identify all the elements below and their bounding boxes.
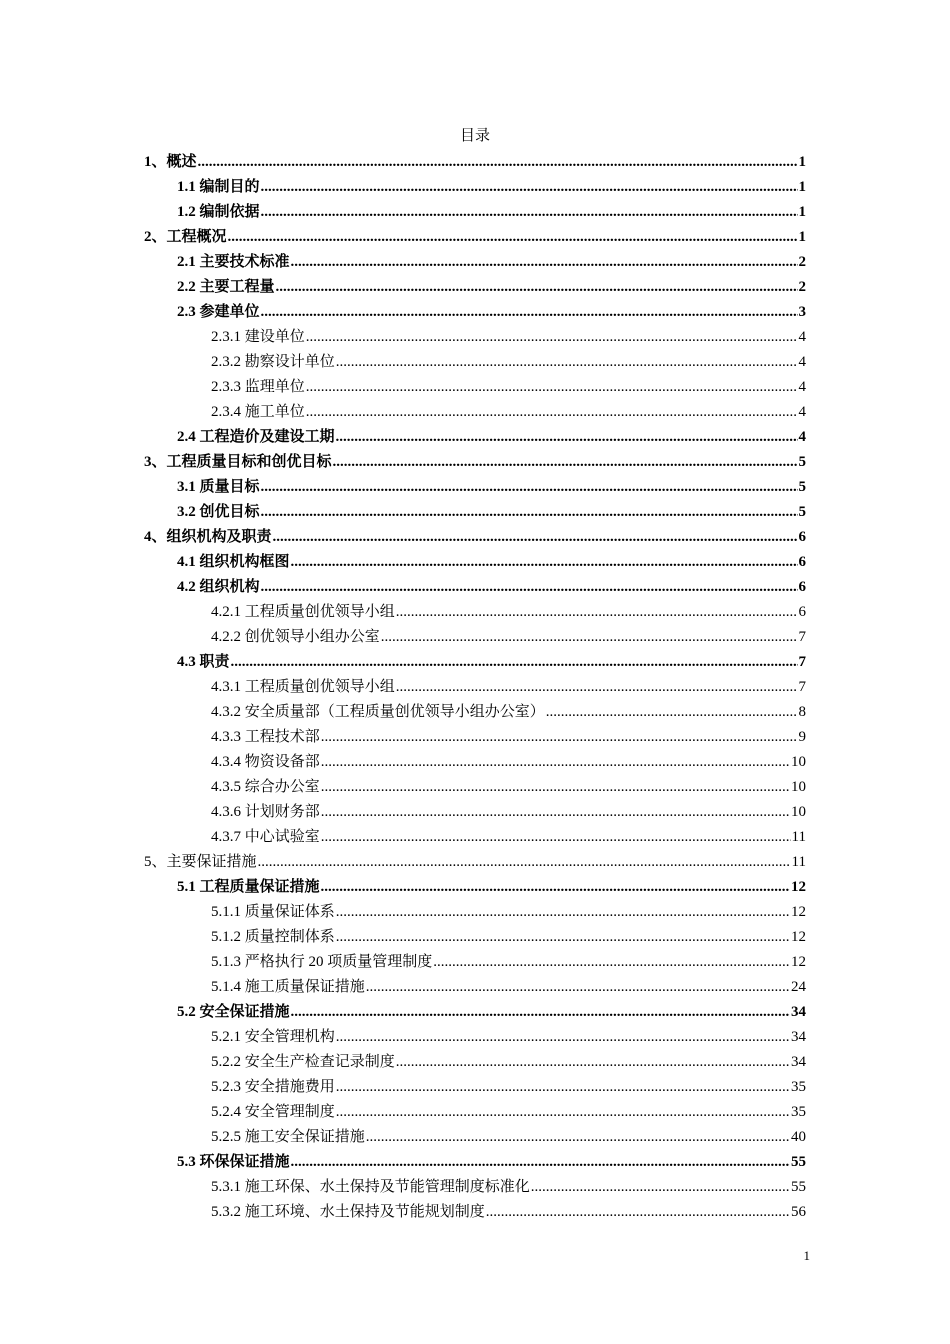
toc-entry-label: 5.3.1 施工环保、水土保持及节能管理制度标准化 (211, 1179, 530, 1195)
toc-entry-page: 55 (791, 1154, 806, 1170)
toc-entry-label: 4.2.2 创优领导小组办公室 (211, 629, 380, 645)
toc-entry-label: 3.2 创优目标 (177, 504, 260, 520)
toc-entry[interactable] (144, 849, 806, 874)
toc-dot-leader (261, 175, 798, 199)
toc-dot-leader (291, 1000, 790, 1024)
toc-entry-page: 55 (791, 1179, 806, 1195)
toc-entry-label: 4.1 组织机构框图 (177, 554, 290, 570)
toc-entry[interactable] (144, 1149, 806, 1174)
toc-entry[interactable] (144, 299, 806, 324)
toc-dot-leader (333, 450, 798, 474)
toc-entry-page: 4 (798, 379, 806, 395)
toc-dot-leader (321, 775, 790, 799)
toc-entry-label: 5.2.1 安全管理机构 (211, 1029, 335, 1045)
toc-entry-page: 7 (798, 654, 806, 670)
toc-entry[interactable] (144, 499, 806, 524)
toc-entry-page: 11 (791, 829, 806, 845)
toc-entry-label: 4.3.4 物资设备部 (211, 754, 320, 770)
toc-entry-page: 5 (798, 479, 806, 495)
toc-entry-page: 6 (798, 604, 806, 620)
toc-dot-leader (486, 1200, 790, 1224)
toc-entry[interactable] (144, 424, 806, 449)
toc-entry[interactable] (144, 324, 806, 349)
toc-entry[interactable] (144, 924, 806, 949)
toc-entry-label: 4.3.3 工程技术部 (211, 729, 320, 745)
toc-entry-page: 12 (791, 879, 806, 895)
toc-entry-page: 11 (791, 854, 806, 870)
toc-entry[interactable] (144, 774, 806, 799)
toc-entry[interactable] (144, 199, 806, 224)
toc-dot-leader (336, 925, 790, 949)
toc-entry[interactable] (144, 1099, 806, 1124)
toc-entry-page: 7 (798, 629, 806, 645)
toc-entry-label: 2、工程概况 (144, 229, 227, 245)
toc-entry[interactable] (144, 274, 806, 299)
toc-entry-label: 4.3.6 计划财务部 (211, 804, 320, 820)
toc-entry-page: 10 (791, 804, 806, 820)
toc-dot-leader (433, 950, 790, 974)
page-number: 1 (803, 1248, 810, 1263)
toc-entry[interactable] (144, 574, 806, 599)
toc-dot-leader (336, 425, 798, 449)
toc-entry[interactable] (144, 599, 806, 624)
toc-entry-label: 2.1 主要技术标准 (177, 254, 290, 270)
toc-entry-page: 56 (791, 1204, 806, 1220)
toc-entry[interactable] (144, 899, 806, 924)
toc-entry-page: 34 (791, 1029, 806, 1045)
toc-entry-page: 3 (798, 304, 806, 320)
toc-entry[interactable] (144, 374, 806, 399)
toc-entry[interactable] (144, 549, 806, 574)
toc-dot-leader (198, 150, 798, 174)
toc-entry[interactable] (144, 949, 806, 974)
toc-entry-label: 4.3.7 中心试验室 (211, 829, 320, 845)
toc-entry-page: 1 (798, 179, 806, 195)
toc-entry-label: 5.2 安全保证措施 (177, 1004, 290, 1020)
toc-entry-page: 1 (798, 154, 806, 170)
toc-entry[interactable] (144, 1174, 806, 1199)
toc-entry-page: 8 (798, 704, 806, 720)
toc-entry-page: 35 (791, 1104, 806, 1120)
toc-dot-leader (366, 975, 790, 999)
toc-entry[interactable] (144, 699, 806, 724)
toc-entry[interactable] (144, 249, 806, 274)
toc-dot-leader (321, 875, 790, 899)
toc-entry[interactable] (144, 524, 806, 549)
toc-entry[interactable] (144, 999, 806, 1024)
toc-entry-label: 5.2.2 安全生产检查记录制度 (211, 1054, 395, 1070)
toc-entry-label: 1.2 编制依据 (177, 204, 260, 220)
toc-entry-page: 4 (798, 354, 806, 370)
toc-dot-leader (396, 600, 798, 624)
toc-entry[interactable] (144, 399, 806, 424)
toc-entry-label: 2.2 主要工程量 (177, 279, 275, 295)
toc-dot-leader (546, 700, 798, 724)
toc-entry-label: 2.3.4 施工单位 (211, 404, 305, 420)
toc-dot-leader (321, 825, 791, 849)
toc-entry-page: 6 (798, 579, 806, 595)
toc-dot-leader (228, 225, 798, 249)
toc-dot-leader (336, 1075, 790, 1099)
toc-entry-label: 4.2 组织机构 (177, 579, 260, 595)
toc-entry-page: 2 (798, 279, 806, 295)
toc-entry-label: 1、概述 (144, 154, 197, 170)
toc-entry-page: 35 (791, 1079, 806, 1095)
toc-dot-leader (321, 800, 790, 824)
toc-entry-label: 5.1.1 质量保证体系 (211, 904, 335, 920)
toc-entry-label: 2.3.3 监理单位 (211, 379, 305, 395)
toc-entry-label: 4.2.1 工程质量创优领导小组 (211, 604, 395, 620)
toc-dot-leader (261, 475, 798, 499)
toc-entry-page: 6 (798, 554, 806, 570)
toc-entry-label: 5.1.4 施工质量保证措施 (211, 979, 365, 995)
toc-entry[interactable] (144, 149, 806, 174)
toc-entry-label: 2.3.1 建设单位 (211, 329, 305, 345)
toc-entry-page: 40 (791, 1129, 806, 1145)
toc-entry-label: 4、组织机构及职责 (144, 529, 272, 545)
toc-entry-page: 12 (791, 954, 806, 970)
toc-entry-label: 2.3 参建单位 (177, 304, 260, 320)
toc-entry-page: 24 (791, 979, 806, 995)
toc-entry-label: 5、主要保证措施 (144, 854, 257, 870)
toc-entry-label: 4.3.5 综合办公室 (211, 779, 320, 795)
toc-dot-leader (336, 1100, 790, 1124)
toc-dot-leader (261, 200, 798, 224)
toc-dot-leader (336, 1025, 790, 1049)
toc-entry-page: 9 (798, 729, 806, 745)
toc-entry[interactable] (144, 1049, 806, 1074)
toc-entry-page: 34 (791, 1054, 806, 1070)
toc-entry-page: 4 (798, 404, 806, 420)
toc-dot-leader (396, 1050, 790, 1074)
toc-entry-page: 4 (798, 429, 806, 445)
toc-entry-label: 5.1.3 严格执行 20 项质量管理制度 (211, 954, 433, 970)
toc-entry-page: 10 (791, 754, 806, 770)
toc-entry-label: 4.3.1 工程质量创优领导小组 (211, 679, 395, 695)
toc-entry-page: 10 (791, 779, 806, 795)
toc-entry-page: 6 (798, 529, 806, 545)
toc-entry-label: 5.3 环保保证措施 (177, 1154, 290, 1170)
toc-entry-page: 1 (798, 204, 806, 220)
toc-entry-page: 12 (791, 904, 806, 920)
toc-entry-label: 4.3 职责 (177, 654, 230, 670)
toc-dot-leader (261, 500, 798, 524)
toc-dot-leader (531, 1175, 790, 1199)
toc-entry-label: 1.1 编制目的 (177, 179, 260, 195)
toc-entry-label: 3.1 质量目标 (177, 479, 260, 495)
toc-entry[interactable] (144, 749, 806, 774)
toc-entry-page: 7 (798, 679, 806, 695)
toc-entry-page: 2 (798, 254, 806, 270)
toc-entry[interactable] (144, 1074, 806, 1099)
toc-dot-leader (306, 325, 798, 349)
toc-dot-leader (276, 275, 798, 299)
toc-dot-leader (258, 850, 791, 874)
toc-dot-leader (261, 300, 798, 324)
toc-entry[interactable] (144, 624, 806, 649)
toc-entry-label: 5.2.5 施工安全保证措施 (211, 1129, 365, 1145)
toc-dot-leader (291, 550, 798, 574)
toc-entry-label: 2.3.2 勘察设计单位 (211, 354, 335, 370)
toc-title: 目录 (459, 128, 490, 144)
toc-entry[interactable] (144, 1199, 806, 1224)
toc-entry-page: 5 (798, 454, 806, 470)
toc-entry[interactable] (144, 649, 806, 674)
toc-entry-label: 5.1 工程质量保证措施 (177, 879, 320, 895)
toc-dot-leader (273, 525, 798, 549)
table-of-contents (144, 149, 806, 1224)
toc-dot-leader (336, 350, 798, 374)
toc-entry[interactable] (144, 349, 806, 374)
toc-entry[interactable] (144, 974, 806, 999)
toc-entry-label: 2.4 工程造价及建设工期 (177, 429, 335, 445)
toc-dot-leader (366, 1125, 790, 1149)
toc-dot-leader (321, 750, 790, 774)
toc-entry[interactable] (144, 674, 806, 699)
toc-entry-label: 3、工程质量目标和创优目标 (144, 454, 332, 470)
toc-dot-leader (306, 375, 798, 399)
toc-entry-page: 34 (791, 1004, 806, 1020)
toc-dot-leader (291, 250, 798, 274)
toc-entry-page: 5 (798, 504, 806, 520)
toc-entry-page: 4 (798, 329, 806, 345)
toc-dot-leader (381, 625, 798, 649)
toc-entry-page: 12 (791, 929, 806, 945)
toc-entry[interactable] (144, 224, 806, 249)
toc-entry[interactable] (144, 449, 806, 474)
toc-dot-leader (321, 725, 798, 749)
toc-dot-leader (336, 900, 790, 924)
toc-entry[interactable] (144, 474, 806, 499)
toc-entry-label: 5.2.4 安全管理制度 (211, 1104, 335, 1120)
toc-dot-leader (291, 1150, 790, 1174)
toc-entry-label: 4.3.2 安全质量部（工程质量创优领导小组办公室） (211, 704, 545, 720)
toc-dot-leader (306, 400, 798, 424)
toc-dot-leader (261, 575, 798, 599)
toc-entry[interactable] (144, 874, 806, 899)
toc-entry-page: 1 (798, 229, 806, 245)
toc-entry[interactable] (144, 724, 806, 749)
toc-entry[interactable] (144, 1024, 806, 1049)
toc-dot-leader (396, 675, 798, 699)
toc-entry[interactable] (144, 1124, 806, 1149)
toc-entry[interactable] (144, 799, 806, 824)
toc-entry[interactable] (144, 824, 806, 849)
toc-dot-leader (231, 650, 798, 674)
toc-entry-label: 5.3.2 施工环境、水土保持及节能规划制度 (211, 1204, 485, 1220)
toc-entry-label: 5.2.3 安全措施费用 (211, 1079, 335, 1095)
toc-entry-label: 5.1.2 质量控制体系 (211, 929, 335, 945)
toc-entry[interactable] (144, 174, 806, 199)
